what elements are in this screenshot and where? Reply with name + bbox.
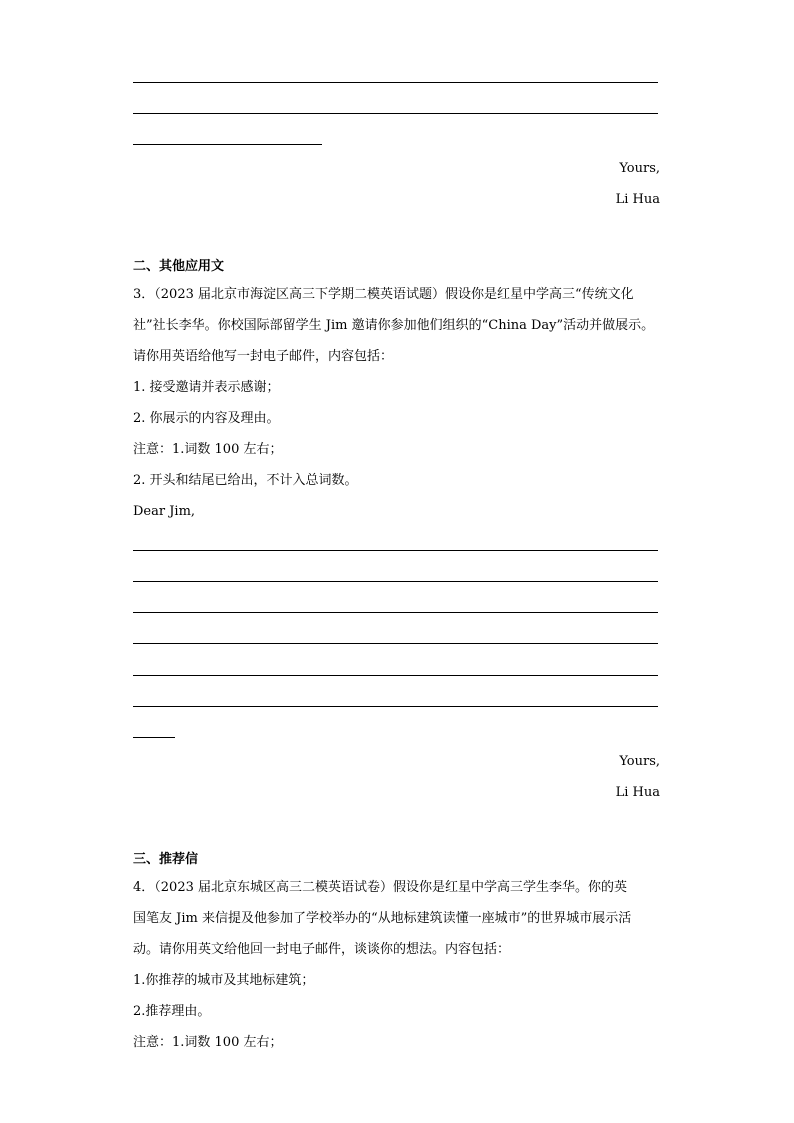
- question-text: 社”社长李华。你校国际部留学生 Jim 邀请你参加他们组织的“China Day”活动并做展示。: [133, 318, 655, 333]
- letter-signature: Li Hua: [615, 785, 660, 800]
- answer-line-short: [133, 737, 175, 738]
- question-number: 3．: [133, 287, 155, 302]
- answer-line: [133, 550, 658, 551]
- answer-line: [133, 643, 658, 644]
- question-text: 动。请你用英文给他回一封电子邮件，谈谈你的想法。内容包括：: [133, 942, 511, 957]
- question-point: 1.你推荐的城市及其地标建筑；: [133, 973, 315, 988]
- answer-line: [133, 113, 658, 114]
- question-note: 2. 开头和结尾已给出，不计入总词数。: [133, 473, 358, 488]
- question-text: 请你用英语给他写一封电子邮件，内容包括：: [133, 349, 394, 364]
- question-note: 注意：1.词数 100 左右；: [133, 1035, 283, 1050]
- answer-line: [133, 581, 658, 582]
- question-note: 注意：1.词数 100 左右；: [133, 442, 283, 457]
- question-text: （2023 届北京东城区高三二模英语试卷）假设你是红星中学高三学生李华。你的英: [154, 880, 627, 895]
- question-text: （2023 届北京市海淀区高三下学期二模英语试题）假设你是红星中学高三“传统文化: [154, 287, 634, 302]
- letter-closing: Yours,: [619, 161, 660, 176]
- section-heading: 二、其他应用文: [133, 259, 225, 274]
- answer-line: [133, 675, 658, 676]
- section-heading: 三、推荐信: [133, 852, 199, 867]
- answer-line-short: [133, 144, 322, 145]
- question-text: 国笔友 Jim 来信提及他参加了学校举办的“从地标建筑读懂一座城市”的世界城市展示活: [133, 911, 632, 926]
- letter-salutation: Dear Jim,: [133, 504, 196, 519]
- question-point: 2. 你展示的内容及理由。: [133, 411, 280, 426]
- question-line: [133, 286, 634, 304]
- answer-line: [133, 706, 658, 707]
- question-number: 4．: [133, 880, 155, 895]
- letter-signature: Li Hua: [615, 192, 660, 207]
- question-point: 1. 接受邀请并表示感谢；: [133, 380, 280, 395]
- question-line: [133, 879, 627, 897]
- answer-line: [133, 612, 658, 613]
- answer-line: [133, 82, 658, 83]
- letter-closing: Yours,: [619, 754, 660, 769]
- question-point: 2.推荐理由。: [133, 1004, 211, 1019]
